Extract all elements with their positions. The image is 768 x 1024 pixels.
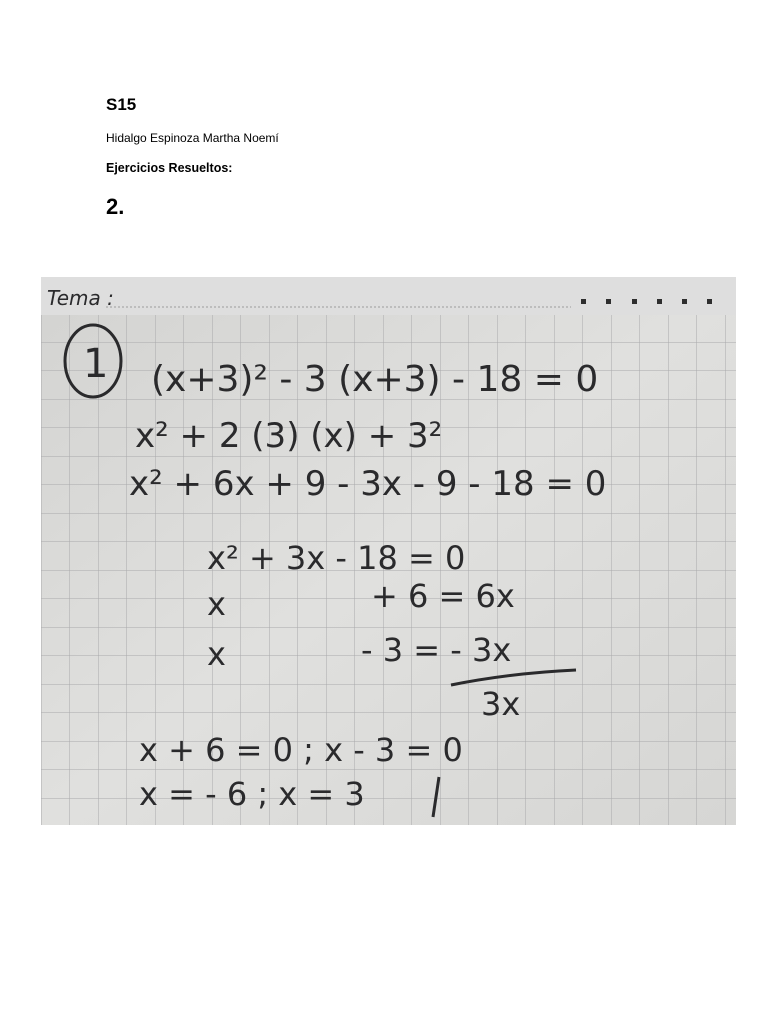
factor-x-2: x [207,635,226,673]
notebook-header-label: Tema : [47,286,114,310]
equation-line-2: x² + 2 (3) (x) + 3² [135,416,443,456]
solution-values: x = - 6 ; x = 3 [139,775,365,813]
factor-term-2: - 3 = - 3x [361,631,512,669]
author-name: Hidalgo Espinoza Martha Noemí [106,131,279,145]
equation-line-4: x² + 3x - 18 = 0 [207,539,466,577]
exercise-number: 2. [106,194,125,219]
equation-line-3: x² + 6x + 9 - 3x - 9 - 18 = 0 [129,464,607,504]
factor-x-1: x [207,585,226,623]
equation-line-1: (x+3)² - 3 (x+3) - 18 = 0 [151,359,599,400]
factor-term-1: + 6 = 6x [371,577,515,615]
section-heading: Ejercicios Resueltos: [106,161,233,175]
solution-equations: x + 6 = 0 ; x - 3 = 0 [139,731,463,769]
problem-number: 1 [83,341,109,387]
notebook-photo [41,277,736,825]
document-title: S15 [106,95,137,114]
middle-term-result: 3x [481,685,521,723]
